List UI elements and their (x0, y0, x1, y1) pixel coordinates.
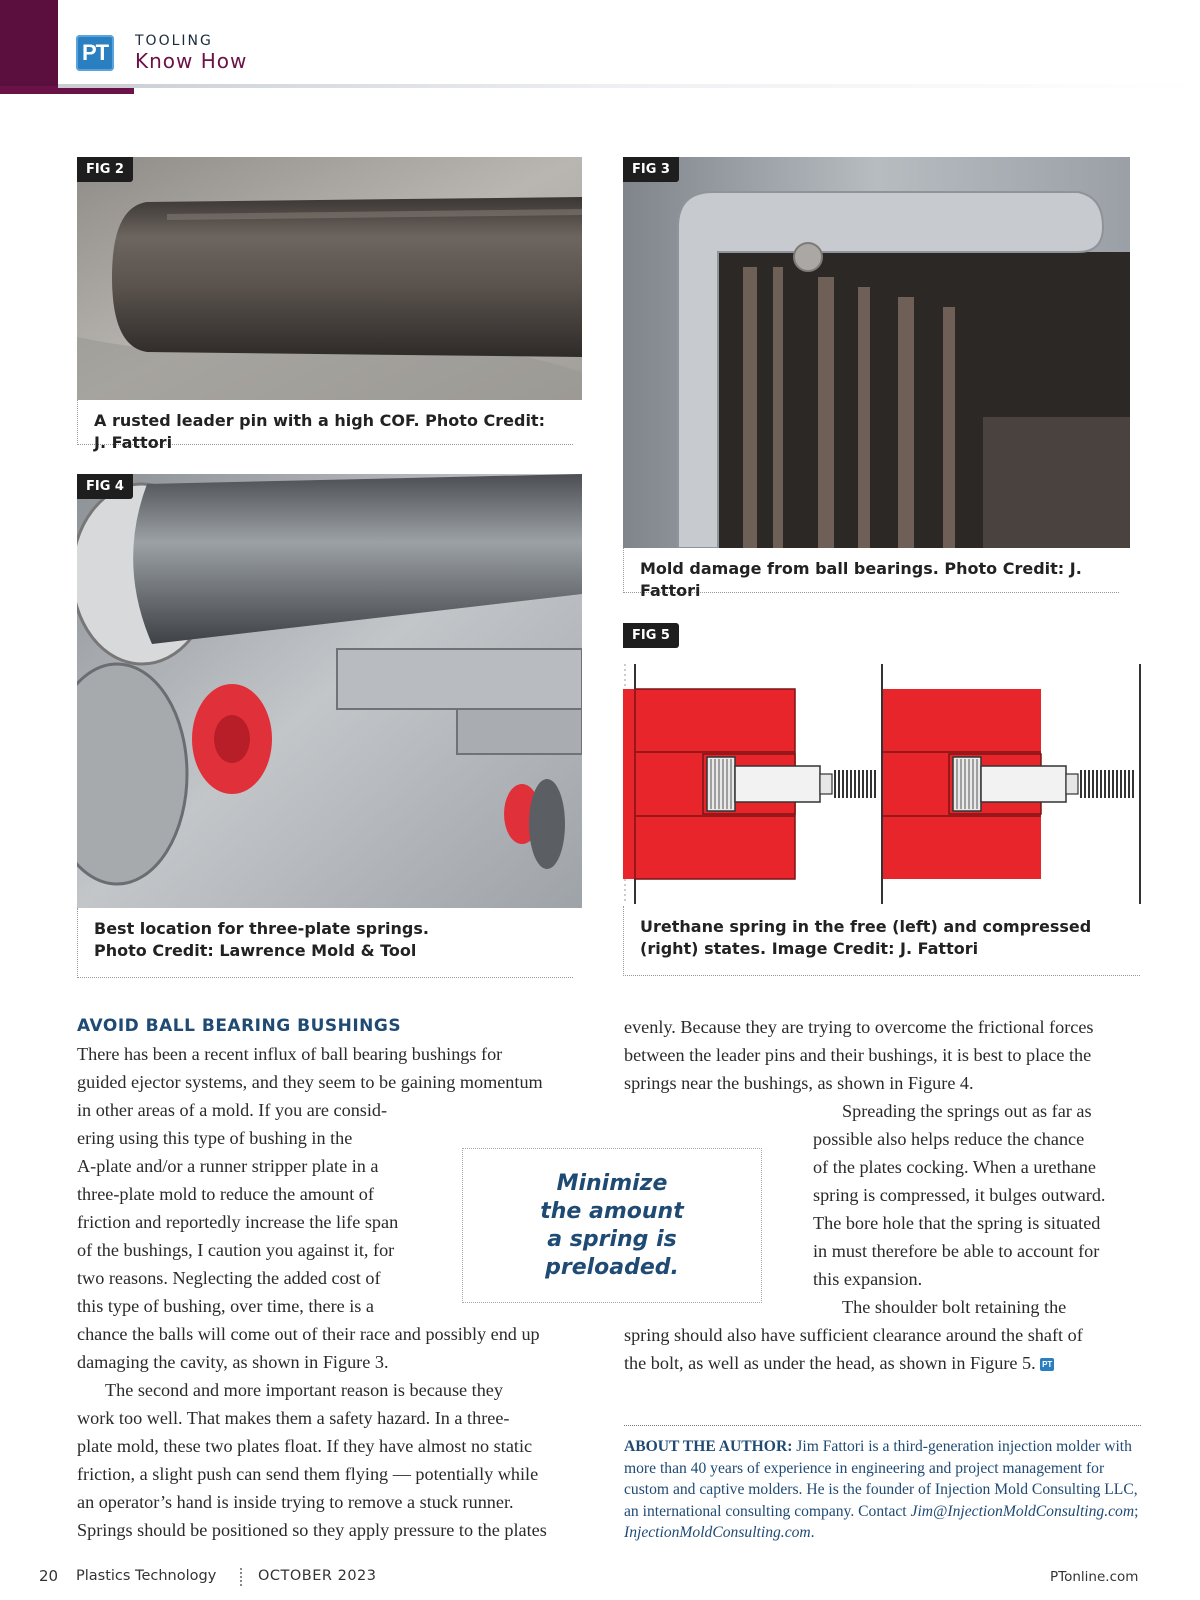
text-line: of the plates cocking. When a urethane (813, 1157, 1096, 1177)
text-line: work too well. That makes them a safety hazard. In a three- (77, 1408, 510, 1428)
pt-logo: PT (76, 35, 114, 71)
text-line: springs near the bushings, as shown in Figure 4. (624, 1073, 974, 1093)
text-line (624, 1349, 1164, 1377)
text-line: Spreading the springs out as far as (842, 1101, 1092, 1121)
pull-quote-text: Minimize the amount a spring is preloaded. (540, 1170, 684, 1280)
text-line: damaging the cavity, as shown in Figure 3. (77, 1352, 389, 1372)
fig4-caption (77, 908, 573, 978)
text-line: this type of bushing, over time, there is a (77, 1296, 375, 1316)
section-label: TOOLING (135, 33, 213, 49)
text-line: of the bushings, I caution you against it, for (77, 1240, 395, 1260)
end-mark-icon: PT (1042, 1360, 1053, 1370)
about-author (624, 1436, 1144, 1544)
fig4-caption-line2: Photo Credit: Lawrence Mold & Tool (94, 941, 417, 960)
fig5-caption-line1: Urethane spring in the free (left) and compressed (640, 917, 1092, 936)
text-line: There has been a recent influx of ball bearing bushings for (77, 1044, 503, 1064)
article-heading: AVOID BALL BEARING BUSHINGS (77, 1016, 402, 1036)
text-line: in must therefore be able to account for (813, 1241, 1100, 1261)
text-line: spring should also have sufficient clearance around the shaft of (624, 1325, 1083, 1345)
section-title: Know How (135, 49, 248, 73)
text-line: friction and reportedly increase the life span (77, 1212, 399, 1232)
author-website-link[interactable]: InjectionMoldConsulting.com (624, 1524, 811, 1542)
fig3-caption: Mold damage from ball bearings. Photo Credit: J. Fattori (623, 548, 1119, 593)
author-label: ABOUT THE AUTHOR: (624, 1438, 793, 1455)
fig5-tag: FIG 5 (623, 623, 679, 648)
text-line: ering using this type of bushing in the (77, 1128, 353, 1148)
text-line: between the leader pins and their bushings, it is best to place the (624, 1045, 1092, 1065)
fig4-tag: FIG 4 (77, 474, 133, 499)
text-line: plate mold, these two plates float. If they have almost no static (77, 1436, 533, 1456)
text-line: this expansion. (813, 1269, 923, 1289)
text-line: evenly. Because they are trying to overcome the frictional forces (624, 1017, 1094, 1037)
fig5-urethane-spring-diagram (623, 664, 1143, 904)
header-divider (58, 84, 1200, 88)
fig3-tag: FIG 3 (623, 157, 679, 182)
footer-separator (240, 1568, 242, 1586)
fig4-caption-line1: Best location for three-plate springs. (94, 919, 429, 938)
author-end: . (810, 1524, 815, 1542)
page-number: 20 (39, 1567, 59, 1585)
fig3-mold-damage-photo (623, 157, 1130, 548)
publication-name: Plastics Technology (76, 1568, 217, 1584)
fig2-tag: FIG 2 (77, 157, 133, 182)
text-line: The bore hole that the spring is situated (813, 1213, 1101, 1233)
author-separator: ; (1134, 1502, 1139, 1520)
fig2-rusted-pin-photo (77, 157, 582, 400)
text-line: friction, a slight push can send them flying — potentially while (77, 1464, 539, 1484)
text-line: an operator’s hand is inside trying to remove a stuck runner. (77, 1492, 514, 1512)
fig2-caption: A rusted leader pin with a high COF. Photo Credit: J. Fattori (77, 400, 573, 445)
fig4-spring-location-photo (77, 474, 582, 908)
text-line: three-plate mold to reduce the amount of (77, 1184, 374, 1204)
author-email-link[interactable]: Jim@InjectionMoldConsulting.com (910, 1502, 1135, 1520)
author-bio: Jim Fattori is a third-generation injection molder with more than 40 years of experience in engineering and project management for custom and captive molders. He is the founder of Injection Mold Consulting LLC, an international consulting company. Contact (624, 1438, 1138, 1520)
text-line: two reasons. Neglecting the added cost of (77, 1268, 381, 1288)
fig5-caption-line2: (right) states. Image Credit: J. Fattori (640, 939, 979, 958)
text-line: Springs should be positioned so they apply pressure to the plates (77, 1520, 547, 1540)
text-line: chance the balls will come out of their race and possibly end up (77, 1324, 540, 1344)
text-line: The shoulder bolt retaining the (842, 1297, 1067, 1317)
website-url[interactable]: PTonline.com (1050, 1569, 1139, 1585)
issue-date: OCTOBER 2023 (258, 1568, 377, 1584)
fig5-caption (623, 906, 1140, 976)
text-line: the bolt, as well as under the head, as shown in Figure 5. (624, 1353, 1036, 1373)
text-line: guided ejector systems, and they seem to be gaining momentum (77, 1072, 543, 1092)
text-line: possible also helps reduce the chance (813, 1129, 1085, 1149)
text-line: The second and more important reason is because they (105, 1380, 503, 1400)
text-line: spring is compressed, it bulges outward. (813, 1185, 1106, 1205)
author-divider (624, 1425, 1141, 1426)
article-right-column (624, 1013, 1164, 1377)
text-line: in other areas of a mold. If you are consid- (77, 1100, 388, 1120)
text-line: A-plate and/or a runner stripper plate in a (77, 1156, 379, 1176)
header-accent-stripe (0, 0, 58, 94)
